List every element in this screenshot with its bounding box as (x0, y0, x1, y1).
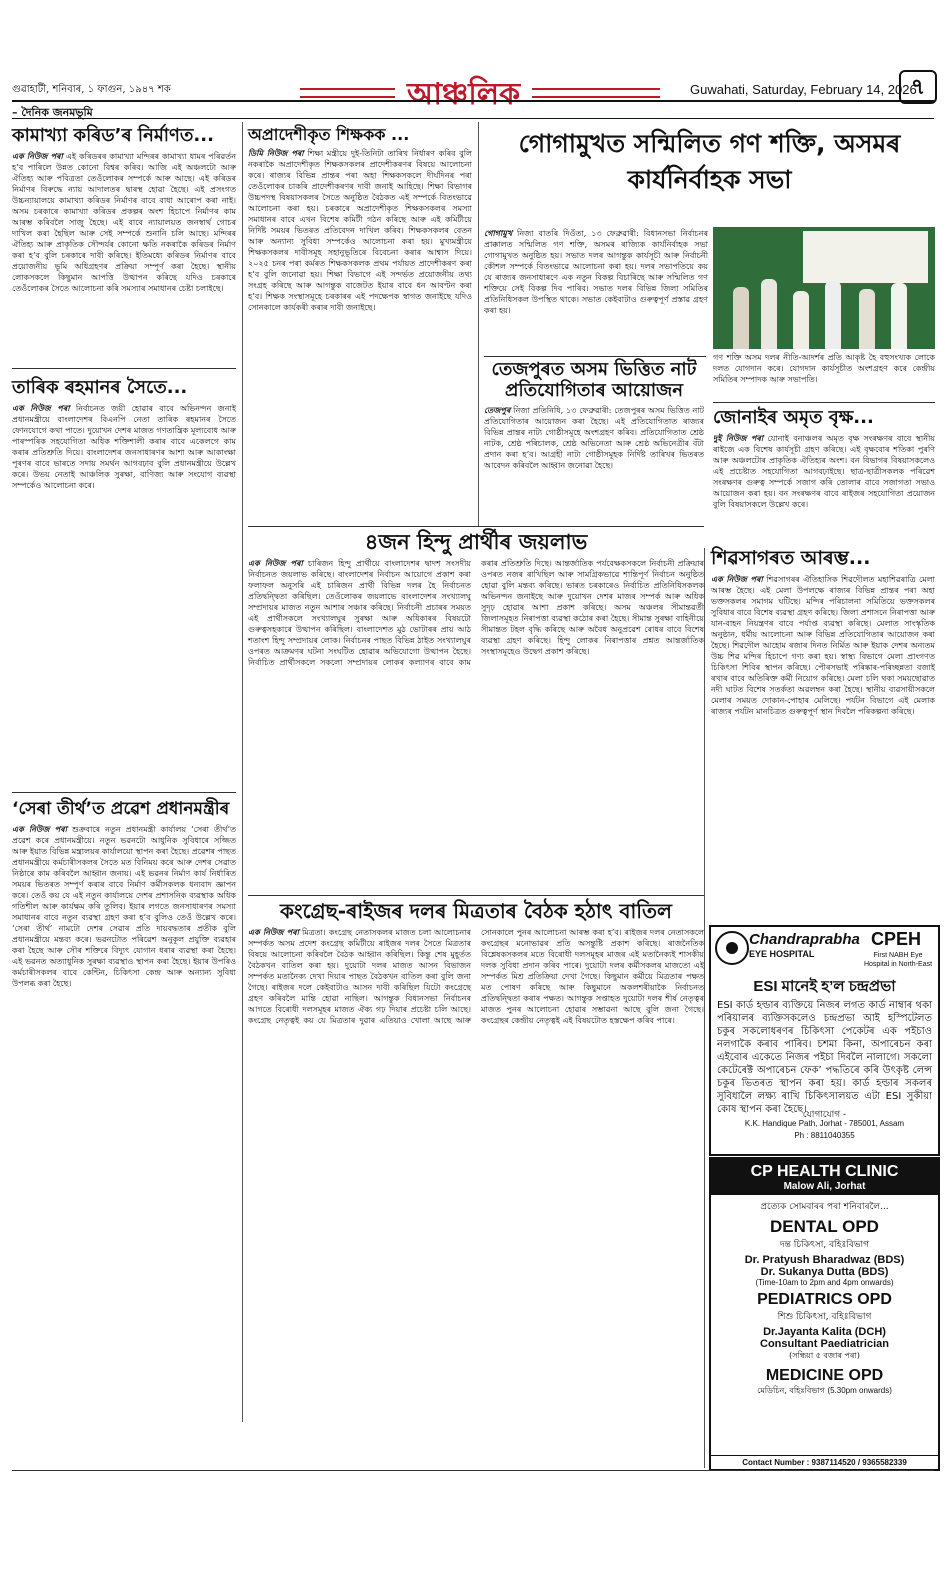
headline: শিৱসাগৰত আৰম্ভ... (711, 547, 871, 569)
stage-banner (803, 231, 928, 283)
article-body: মিত্ৰতা। কংগ্ৰেছ নেতাসকলৰ মাজত চলা আলোচনাৰ সম্পৰ্কত অসম প্ৰদেশ কংগ্ৰেছ কমিটীয়ে ৰাইজৰ দলৰ সৈতে মিত্ৰতাৰ বিষয়ে আলোচনা কৰিবলৈ বৈঠক আহ্বান কৰিছিল। কিন্তু শেষ মুহূৰ্তত বৈঠকখন বাতিল কৰা হয়। দুয়োটা দলৰ মাজত আসন বিভাজন সম্পৰ্কত মতানৈক্য দেখা দিয়াৰ পাছত বৈঠকখন বাতিল কৰা বুলি জনা গৈছে। ৰাইজৰ দলে কেইবাটাও আসন দাবী কৰিছিল যিটো কংগ্ৰেছে গ্ৰহণ কৰিবলৈ মান্তি হোৱা নাছিল। আগন্তুক বিধানসভা নিৰ্বাচনৰ আগতে বিৰোধী দলসমূহৰ মাজত ঐক্য গঢ় দিয়াৰ প্ৰচেষ্টা চলি আছে। কংগ্ৰেছ নেতৃত্বই কয় যে মিত্ৰতাৰ দুৱাৰ এতিয়াও খোলা আছে আৰু সোনকালে পুনৰ আলোচনা আৰম্ভ কৰা হ’ব। ৰাইজৰ দলৰ নেতাসকলে কংগ্ৰেছৰ মনোভাৱৰ প্ৰতি অসন্তুষ্টি প্ৰকাশ কৰিছে। ৰাজনৈতিক বিশ্লেষকসকলৰ মতে বিৰোধী দলসমূহৰ মাজৰ এই মতানৈক্যই শাসকীয় দলক সুবিধা প্ৰদান কৰিব পাৰে। দুয়োটা দলৰ কৰ্মীসকলৰ মাজতো এই সম্পৰ্কত মিশ্ৰ প্ৰতিক্ৰিয়া দেখা গৈছে। কিছুমান কৰ্মীয়ে মিত্ৰতাৰ পক্ষত মত পোষণ কৰিছে আৰু কিছুমানে অকলশৰীয়াকৈ নিৰ্বাচনত প্ৰতিদ্বন্দ্বিতা কৰাৰ পক্ষত। আগন্তুক সপ্তাহত দুয়োটা দলৰ শীৰ্ষ নেতৃত্বৰ মাজত পুনৰ আলোচনা হোৱাৰ সম্ভাৱনা আছে বুলি জনা গৈছে। কংগ্ৰেছৰ কেন্দ্ৰীয় নেতৃত্বই এই বিষয়টোত হস্তক্ষেপ কৰিব পাৰে। (248, 928, 704, 1025)
ad-cp-health-clinic (709, 1157, 940, 1471)
byline: এক নিউজ পৰা (12, 823, 67, 834)
column-rule (478, 122, 479, 527)
divider (12, 368, 236, 369)
byline: গোগামুখ (484, 228, 513, 238)
headline: কংগ্ৰেছ-ৰাইজৰ দলৰ মিত্ৰতাৰ বৈঠক হঠাৎ বাতিল (280, 899, 672, 923)
byline: ডিমি নিউজ পৰা (248, 148, 304, 159)
date-assamese: গুৱাহাটী, শনিবাৰ, ১ ফাগুন, ১৯৪৭ শক (12, 84, 171, 95)
clinic-location: Malow Ali, Jorhat (711, 1181, 938, 1195)
column-rule (242, 122, 243, 1422)
article-body: নিৰ্বাচনত জয়ী হোৱাৰ বাবে অভিনন্দন জনাই প্ৰধানমন্ত্ৰীয়ে বাংলাদেশৰ বিএনপি নেতা তাৰিক ৰহমানৰ সৈতে ফোনযোগে কথা পাতে। দুয়োখন দেশৰ মাজত গণতান্ত্ৰিক মূল্যবোধ আৰু পাৰস্পৰিক সহযোগিতা অধিক শক্তিশালী কৰাৰ বাবে একেলগে কাম কৰাৰ প্ৰতিশ্ৰুতি দিয়ে। বাংলাদেশৰ জনসাধাৰণৰ আশা আৰু আকাংক্ষা পূৰণৰ বাবে ভাৰতে সদায় সমৰ্থন আগবঢ়াব বুলি প্ৰধানমন্ত্ৰীয়ে উল্লেখ কৰে। উভয় নেতাই আঞ্চলিক সুৰক্ষা, বাণিজ্য আৰু সংযোগ ব্যৱস্থা সম্পৰ্কেও আলোচনা কৰে। (12, 403, 236, 490)
cpeh-logo: CPEH (871, 929, 922, 949)
pediatrics-doctor: Dr.Jayanta Kalita (DCH) (763, 1326, 886, 1338)
article-drama (484, 360, 704, 525)
photo-caption: গণ শক্তি অসম দলৰ নীতি-আদৰ্শৰ প্ৰতি আকৃষ্ট হৈ বহুসংখ্যক লোকে দলত যোগদান কৰে। যোগদান কাৰ্যসূচীত অংশগ্ৰহণ কৰে কেন্দ্ৰীয় সমিতিৰ সম্পাদক আৰু সভাপতি। (713, 353, 935, 384)
eye-logo-icon (715, 931, 749, 965)
byline: এক নিউজ পৰা (12, 150, 63, 161)
event-photo (713, 227, 935, 349)
ad-headline: ESI মানেই হ’ল চন্দ্ৰপ্ৰভা (753, 978, 896, 995)
byline: এক নিউজ পৰা (248, 558, 303, 569)
section-label: – দৈনিক জনমভূমি (12, 106, 93, 119)
article-body: নিজা প্ৰতিনিধি, ১৩ ফেব্ৰুৱাৰী: তেজপুৰৰ অসম ভিত্তিত নাট প্ৰতিযোগিতাৰ আয়োজন কৰা হৈছে। এই প্ৰতিযোগিতাত ৰাজ্যৰ বিভিন্ন প্ৰান্তৰ নাট্য গোষ্ঠীসমূহে অংশগ্ৰহণ কৰিব। প্ৰতিযোগিতাত শ্ৰেষ্ঠ নাটক, শ্ৰেষ্ঠ পৰিচালক, শ্ৰেষ্ঠ অভিনেতা আৰু শ্ৰেষ্ঠ অভিনেত্ৰীৰ বঁটা প্ৰদান কৰা হ’ব। আগ্ৰহী নাট্য গোষ্ঠীসমূহক নিৰ্দিষ্ট তাৰিখৰ ভিতৰত আবেদন কৰিবলৈ আহ্বান জনোৱা হৈছে। (484, 406, 704, 471)
article-body: শিৱসাগৰৰ ঐতিহাসিক শিৱদৌলত মহাশিৱৰাত্ৰি মেলা আৰম্ভ হৈছে। এই মেলা উপলক্ষে ৰাজ্যৰ বিভিন্ন প্ৰান্তৰ পৰা অহা ভক্তসকলৰ সমাগম ঘটিছে। মন্দিৰ পৰিচালনা সমিতিয়ে ভক্তসকলৰ সুবিধাৰ বাবে বিশেষ ব্যৱস্থা গ্ৰহণ কৰিছে। জিলা প্ৰশাসনে নিৰাপত্তা আৰু যান-বাহন নিয়ন্ত্ৰণৰ বাবে পৰ্যাপ্ত ব্যৱস্থা কৰিছে। মেলাত সাংস্কৃতিক অনুষ্ঠান, ধৰ্মীয় আলোচনা আৰু বিভিন্ন প্ৰতিযোগিতাৰ আয়োজন কৰা হৈছে। শিৱদৌল আহোম ৰজাৰ দিনত নিৰ্মিত আৰু ইয়াক দেশৰ অন্যতম উচ্চ শিৱ মন্দিৰ হিচাপে গণ্য কৰা হয়। স্বাস্থ্য বিভাগে মেলা প্ৰাংগণত চিকিৎসা শিবিৰ স্থাপন কৰিছে। পৌৰসভাই পৰিষ্কাৰ-পৰিচ্ছন্নতা বজাই ৰখাৰ বাবে অতিৰিক্ত কৰ্মী নিয়োগ কৰিছে। মেলা চলি থকা সময়ছোৱাত নদী ঘাটত বিশেষ সতৰ্কতা অৱলম্বন কৰা হৈছে। স্থানীয় ব্যৱসায়ীসকলে মেলাৰ সময়ত দোকান-পোহাৰ মেলিছে। পৰ্যটন বিভাগে এই মেলাক ৰাজ্যৰ পৰ্যটন মানচিত্ৰত গুৰুত্বপূৰ্ণ স্থান দিবলৈ পৰিকল্পনা কৰিছে। (711, 574, 935, 716)
byline: এক নিউজ পৰা (248, 927, 299, 937)
headline: কামাখ্যা কৰিড’ৰ নিৰ্মাণত... (12, 125, 214, 146)
article-jonai (713, 408, 935, 542)
article-tarique (12, 378, 236, 783)
dental-sub: দন্ত চিকিৎসা, বহিঃবিভাগ (779, 1240, 870, 1250)
headline: ‘সেৰা তীৰ্থ’ত প্ৰৱেশ প্ৰধানমন্ত্ৰীৰ (12, 799, 230, 819)
byline: এক নিউজ পৰা (12, 402, 70, 413)
masthead (0, 0, 945, 120)
ad-body: ESI কাৰ্ড হল্ডাৰ ব্যক্তিয়ে নিজৰ লগত কাৰ্ড নাম্বাৰ থকা পৰিয়ালৰ ব্যক্তিসকলেও চন্দ্ৰপ্ৰভা আই হস্পিটেলত চকুৰ সকলোধৰণৰ চিকিৎসা পেকেটৰ এক পইচাও নলগাকৈ কৰাব পাৰিব। চশমা কিনা, অপাৰেচন কৰা এইবোৰ একেতে নিজৰ পইচা দিবলৈ নালাগে। সকলো কেটেৰেক্ট অপাৰেচন ফেক’ পদ্ধতিৰে কৰি উৎকৃষ্ট লেন্স চকুৰ ভিতৰত স্থাপন কৰা হয়। কাৰ্ড হল্ডাৰ সকলৰ সুবিধালৈ লক্ষ্য ৰাখি চিকিৎসালয়ত এটা ESI সুকীয়া কোষ স্থাপন কৰা হৈছে। (717, 1000, 932, 1115)
byline: এক নিউজ পৰা (711, 573, 763, 584)
article-sivasagar (711, 548, 935, 918)
dental-doctor: Dr. Sukanya Dutta (BDS) (760, 1266, 889, 1278)
newspaper-logo: আঞ্চলিক (395, 70, 532, 121)
ad-address: K.K. Handique Path, Jorhat - 785001, Assam (744, 1119, 905, 1128)
person-figure (761, 279, 777, 349)
article-hindu (248, 530, 704, 890)
article-congress (248, 900, 704, 1420)
headline: অপ্ৰাদেশীকৃত শিক্ষকক ... (248, 125, 410, 144)
divider (12, 792, 236, 793)
divider (248, 526, 704, 527)
clinic-name: CP HEALTH CLINIC (711, 1159, 938, 1181)
article-body: যোনাই বনাঞ্চলৰ অমৃত বৃক্ষ সংৰক্ষণৰ বাবে স্থানীয় ৰাইজে এক বিশেষ কাৰ্যসূচী গ্ৰহণ কৰিছে। এই বৃক্ষবোৰ শতিকা পুৰণি আৰু অঞ্চলটোৰ প্ৰাকৃতিক ঐতিহ্যৰ অংশ। বন বিভাগৰ বিষয়াসকলেও এই প্ৰচেষ্টাত সহযোগিতা আগবঢ়াইছে। ছাত্ৰ-ছাত্ৰীসকলক পৰিৱেশ সংৰক্ষণৰ গুৰুত্ব সম্পৰ্কে সজাগ কৰি তোলাৰ বাবে সজাগতা সভাও আয়োজন কৰা হয়। বন সংৰক্ষণৰ বাবে ৰাইজৰ সহযোগিতা প্ৰয়োজন বুলি বিষয়াসকলে উল্লেখ কৰে। (713, 433, 935, 509)
headline: তাৰিক ৰহমানৰ সৈতে... (12, 377, 188, 398)
article-gogamukh-headline (484, 126, 935, 226)
ad-logo-sub: EYE HOSPITAL (749, 949, 815, 959)
ad-logo: Chandraprabha (749, 931, 860, 948)
byline: দুই নিউজ পৰা (713, 432, 764, 443)
pediatrics-sub: শিশু চিকিৎসা, বহিঃবিভাগ (777, 1312, 872, 1322)
divider (484, 356, 706, 357)
divider (248, 895, 704, 896)
article-kamakhya (12, 126, 236, 364)
article-teachers (248, 126, 472, 522)
headline: তেজপুৰত অসম ভিত্তিত নাট প্ৰতিযোগিতাৰ আয়োজন (491, 359, 697, 401)
article-body: চাৰিজন হিন্দু প্ৰাৰ্থীয়ে বাংলাদেশৰ দ্বাদশ সংসদীয় নিৰ্বাচনত জয়লাভ কৰিছে। বাংলাদেশৰ নিৰ্বাচন আয়োগে প্ৰকাশ কৰা ফলাফল অনুসৰি এই চাৰিজন প্ৰাৰ্থী বিভিন্ন দলৰ হৈ নিৰ্বাচনত প্ৰতিদ্বন্দ্বিতা কৰিছিল। তেওঁলোকৰ জয়লাভে বাংলাদেশৰ সংখ্যালঘু সম্প্ৰদায়ৰ মাজত নতুন আশাৰ সঞ্চাৰ কৰিছে। নিৰ্বাচনী প্ৰচাৰৰ সময়ত এই প্ৰাৰ্থীসকলে সংখ্যালঘুৰ সুৰক্ষা আৰু অধিকাৰৰ বিষয়টো গুৰুত্বসহকাৰে উত্থাপন কৰিছিল। বাংলাদেশত মুঠ ভোটাৰৰ প্ৰায় আঠ শতাংশ হিন্দু সম্প্ৰদায়ৰ লোক। নিৰ্বাচনৰ পাছত বিভিন্ন ঠাইত সংখ্যালঘুৰ ওপৰত আক্ৰমণৰ ঘটনা সংঘটিত হোৱাৰ অভিযোগো উত্থাপন হৈছে। নিৰ্বাচিত প্ৰাৰ্থীসকলে সকলো সম্প্ৰদায়ৰ লোকৰ কল্যাণৰ বাবে কাম কৰাৰ প্ৰতিশ্ৰুতি দিছে। আন্তৰ্জাতিক পৰ্যবেক্ষকসকলে নিৰ্বাচনী প্ৰক্ৰিয়াৰ ওপৰত নজৰ ৰাখিছিল আৰু সামগ্ৰিকভাৱে শান্তিপূৰ্ণ নিৰ্বাচন অনুষ্ঠিত হোৱা বুলি মন্তব্য কৰিছে। ভাৰত চৰকাৰেও নিৰ্বাচিত প্ৰতিনিধিসকলক অভিনন্দন জনাইছে আৰু দুয়োখন দেশৰ মাজৰ সম্পৰ্ক আৰু অধিক সুদৃঢ় হোৱাৰ আশা প্ৰকাশ কৰিছে। অসম অঞ্চলৰ সীমান্তৱৰ্তী জিলাসমূহত নিৰাপত্তা ব্যৱস্থা কঠোৰ কৰা হৈছে। সীমান্ত সুৰক্ষা বাহিনীয়ে সীমান্তত টহল বৃদ্ধি কৰিছে আৰু অবৈধ অনুপ্ৰৱেশ ৰোধৰ বাবে বিশেষ ব্যৱস্থা গ্ৰহণ কৰিছে। হিন্দু লোকৰ নিৰাপত্তাৰ প্ৰশ্নত আন্তৰ্জাতিক সংস্থাসমূহেও উদ্বেগ প্ৰকাশ কৰিছে। (248, 559, 704, 668)
dental-time: (Time-10am to 2pm and 4pm onwards) (755, 1278, 894, 1287)
medicine-time: (5.30pm onwards) (827, 1386, 892, 1395)
ad-chandraprabha (709, 925, 940, 1156)
headline: জোনাইৰ অমৃত বৃক্ষ... (713, 407, 874, 428)
byline: তেজপুৰ (484, 405, 511, 416)
page-number: ৭ (899, 70, 937, 104)
dental-doctor: Dr. Pratyush Bharadwaz (BDS) (744, 1254, 905, 1266)
article-body: শিক্ষা মন্ত্ৰীয়ে দুই-তিনিটা তাৰিখ নিৰ্ধাৰণ কৰিব বুলি নকৰাকৈ অপ্ৰাদেশীকৃত শিক্ষকসকলৰ প্ৰাদেশীকৰণৰ বিষয়ে আলোচনা কৰে। ৰাজ্যৰ বিভিন্ন প্ৰান্তৰ পৰা অহা শিক্ষকসকলে দীৰ্ঘদিনৰ পৰা তেওঁলোকৰ চাকৰি প্ৰাদেশীকৰণৰ দাবী জনাই আহিছে। শিক্ষা বিভাগৰ উচ্চপদস্থ বিষয়াসকলৰ সৈতে অনুষ্ঠিত বৈঠকত এই সম্পৰ্কে বিতংভাৱে আলোচনা কৰা হয়। চৰকাৰে অপ্ৰাদেশীকৃত শিক্ষকসকলৰ সমস্যা সমাধানৰ বাবে এখন বিশেষ কমিটী গঠন কৰিছে আৰু এই কমিটীয়ে নিৰ্দিষ্ট সময়ৰ ভিতৰত প্ৰতিবেদন দাখিল কৰিব। শিক্ষকসকলৰ বেতন আৰু অন্যান্য সুবিধা সম্পৰ্কেও আলোচনা কৰা হয়। মুখ্যমন্ত্ৰীয়ে শিক্ষকসকলৰ দাবীসমূহ সহানুভূতিৰে বিবেচনা কৰাৰ আশ্বাস দিয়ে। ২০২৫ চনৰ পৰা কৰ্মৰত শিক্ষকসকলক প্ৰথম পৰ্যায়ত প্ৰাদেশীকৰণ কৰা হ’ব বুলি জনোৱা হয়। শিক্ষা বিভাগে এই সন্দৰ্ভত প্ৰয়োজনীয় তথ্য সংগ্ৰহ কৰিছে আৰু আগন্তুক বাজেটত ইয়াৰ বাবে ধন আবণ্টন কৰা হ’ব। শিক্ষক সংস্থাসমূহে চৰকাৰৰ এই পদক্ষেপক স্বাগত জনাইছে যদিও সোনকালে কাৰ্যকৰী কৰাৰ দাবী জনাইছে। (248, 149, 473, 313)
headline: ৪জন হিন্দু প্ৰাৰ্থীৰ জয়লাভ (364, 530, 588, 554)
divider (713, 402, 935, 403)
clinic-tagline: প্ৰত্যেক সোমবাৰৰ পৰা শনিবাৰলৈ... (760, 1202, 889, 1212)
pediatrics-time: (সন্ধিয়া ৫ বজাৰ পৰা) (789, 1351, 860, 1360)
divider (12, 1470, 934, 1471)
article-body: শুক্ৰবাৰে নতুন প্ৰধানমন্ত্ৰী কাৰ্যালয় ‘সেৰা তীৰ্থ’ত প্ৰৱেশ কৰে প্ৰধানমন্ত্ৰীয়ে। নতুন ভৱনটো আধুনিক সুবিধাৰে সজ্জিত আৰু ইয়াত বিভিন্ন মন্ত্ৰালয়ৰ কাৰ্যালয়ো স্থাপন কৰা হৈছে। প্ৰৱেশৰ পাছত প্ৰধানমন্ত্ৰীয়ে কৰ্মচাৰীসকলৰ সৈতে মত বিনিময় কৰে আৰু দেশৰ সেৱাত নিষ্ঠাৰে কাম কৰিবলৈ আহ্বান জনায়। এই ভৱনৰ নিৰ্মাণ কাৰ্য নিৰ্ধাৰিত সময়ৰ ভিতৰত সম্পূৰ্ণ কৰাৰ বাবে নিৰ্মাণ কৰ্মীসকলক ধন্যবাদ জ্ঞাপন কৰে। তেওঁ কয় যে এই নতুন কাৰ্যালয়ে দেশৰ প্ৰশাসনিক ব্যৱস্থাক অধিক গতিশীল আৰু কাৰ্যক্ষম কৰি তুলিব। ইয়াৰ লগতে জনসাধাৰণৰ সমস্যা সমাধানৰ বাবে নতুন ব্যৱস্থা গ্ৰহণ কৰা হ’ব বুলিও তেওঁ উল্লেখ কৰে। ‘সেৰা তীৰ্থ’ নামটো দেশৰ সেৱাৰ প্ৰতি দায়বদ্ধতাৰ প্ৰতীক বুলি প্ৰধানমন্ত্ৰীয়ে মন্তব্য কৰে। ভৱনটোত পৰিৱেশ অনুকূল প্ৰযুক্তি ব্যৱহাৰ কৰা হৈছে আৰু সৌৰ শক্তিৰে বিদ্যুৎ যোগান ধৰাৰ ব্যৱস্থা কৰা হৈছে। এই ভৱনত অত্যাধুনিক সুৰক্ষা ব্যৱস্থাও স্থাপন কৰা হৈছে। ইয়াৰ উপৰিও কৰ্মচাৰীসকলৰ বাবে কেন্টিন, চিকিৎসা কেন্দ্ৰ আৰু অন্যান্য সুবিধা উপলব্ধ কৰা হৈছে। (12, 824, 236, 988)
pediatrics-title: PEDIATRICS OPD (757, 1291, 892, 1308)
article-body: নিজা বাতৰি দিওঁতা, ১৩ ফেব্ৰুৱাৰী: বিধানসভা নিৰ্বাচনৰ প্ৰাক্কালত সন্মিলিত গণ শক্তি, অসমৰ ৰাজ্যিক কাৰ্যনিৰ্বাহক সভা গোগামুখত অনুষ্ঠিত হয়। সভাত দলৰ আগন্তুক কাৰ্যসূচী আৰু নিৰ্বাচনী কৌশল সম্পৰ্কে বিতংভাৱে আলোচনা কৰা হয়। দলৰ সভাপতিয়ে কয় যে ৰাজ্যৰ জনসাধাৰণে এক নতুন বিকল্প বিচাৰিছে আৰু সন্মিলিত গণ শক্তিয়ে সেই বিকল্প দিব পাৰিব। সভাত দলৰ বিভিন্ন জিলা সমিতিৰ প্ৰতিনিধিসকল উপস্থিত থাকে। সভাত কেইবাটাও গুৰুত্বপূৰ্ণ প্ৰস্তাৱ গ্ৰহণ কৰা হয়। (484, 229, 708, 315)
person-figure (891, 283, 907, 349)
date-english: Guwahati, Saturday, February 14, 2026 (690, 82, 917, 97)
article-body: এই কৰিডৰৰ কামাখ্যা মন্দিৰৰ কামাখ্যা ধামৰ পৰিৱৰ্তন হ’ব পাৰিলে উন্নত কোনো বিশ্বৰ কৰিব। আজি এই অঞ্চলটো আৰু ঐতিহ্য আৰু পবিত্ৰতা তেওঁলোকৰ সম্পৰ্কে আৰু আছে। এই কৰিডৰ নিৰ্মাণৰ বিৰুদ্ধে ন্যায় আদালতৰ দ্বাৰস্থ হোৱা হৈছে। এই প্ৰসংগত উচ্চন্যায়ালয়ে কামাখ্যা কৰিডৰ নিৰ্মাণৰ বাবে বাধা আৰোপ কৰা নাই। অসম চৰকাৰে কামাখ্যা কৰিডৰ প্ৰকল্পৰ অংশ হিচাপে নিৰ্মাণৰ কাম আৰম্ভ কৰিবলৈ সাজু হৈছে। এই বাবে ন্যায়ালয়ত জনস্বাৰ্থ গোচৰ দাখিল কৰা হৈছিল আৰু সেই সম্পৰ্কে শুনানি চলি আছে। মন্দিৰৰ ঐতিহ্য আৰু প্ৰাকৃতিক সৌন্দৰ্যৰ কোনো ক্ষতি নকৰাকৈ কৰিডৰ নিৰ্মাণ কৰা হ’ব বুলি চৰকাৰে দাবী কৰিছে। ইতিমধ্যে কৰিডৰ নিৰ্মাণৰ বাবে প্ৰয়োজনীয় ভূমি অধিগ্ৰহণৰ প্ৰক্ৰিয়া সম্পূৰ্ণ কৰা হৈছে। স্থানীয় লোকসকলে কিছুমান আপত্তি উত্থাপন কৰিছে যদিও চৰকাৰে তেওঁলোকৰ সৈতে আলোচনা কৰি সমস্যাৰ সমাধানৰ চেষ্টা চলাইছে। (12, 151, 236, 293)
column-rule (704, 548, 705, 1468)
article-pm (12, 800, 236, 1420)
dental-title: DENTAL OPD (770, 1217, 879, 1236)
cpeh-tagline: First NABH Eye Hospital in North-East (863, 952, 933, 968)
divider (12, 118, 934, 119)
ad-phone: Ph : 8811040355 (794, 1131, 855, 1140)
medicine-title: MEDICINE OPD (765, 1367, 884, 1384)
person-figure (793, 291, 809, 349)
person-figure (733, 287, 749, 349)
ad-contact-label: যোগাযোগ - (802, 1110, 847, 1120)
person-figure (859, 289, 875, 349)
clinic-contact: Contact Number : 9387114520 / 9365582339 (711, 1455, 938, 1469)
person-figure (825, 281, 841, 349)
article-gogamukh (484, 228, 708, 353)
medicine-sub: মেডিচিন, বহিঃবিভাগ (757, 1386, 825, 1395)
divider (12, 100, 934, 102)
pediatrics-role: Consultant Paediatrician (760, 1338, 889, 1350)
headline: গোগামুখত সন্মিলিত গণ শক্তি, অসমৰ কাৰ্যনিৰ্বাহক সভা (518, 129, 901, 194)
